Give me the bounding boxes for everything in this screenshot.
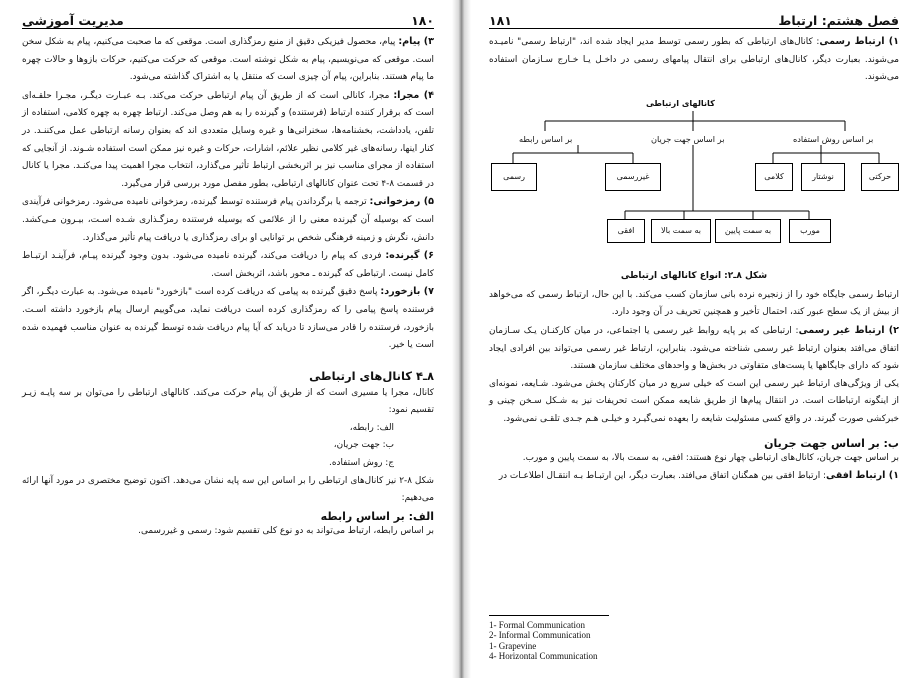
subsection-title: الف: بر اساس رابطه bbox=[320, 509, 434, 523]
section-intro: کانال، مجرا یا مسیری است که از طریق آن پیام حرکت می‌کند. کانالهای ارتباطی را می‌توان بر سه پایـه زیـر تقسیم نمود: bbox=[22, 387, 434, 416]
paragraph-text: : ارتباطی که بر پایه روابط غیر رسمی یا اجتماعی، در میان کارکنـان یـک سـازمان اتفاق می‌افتد بعنوان ارتباط غیر رسمی شناخته می‌شود. بنابراین، ارتباط غیر رسمی می‌تواند بین افرادی ایجاد شود که دارای جایگاهها یا پست‌های متفاوتی در بخش‌ها و واحدهای مختلف سازمان هستند. bbox=[489, 325, 899, 372]
book-gutter bbox=[452, 0, 471, 678]
footnote-item: 1- Formal Communication bbox=[489, 619, 585, 630]
paragraph-feedback bbox=[22, 283, 434, 354]
figure-caption: شکل ۸ـ۲: انواع کانالهای ارتباطی bbox=[620, 270, 768, 281]
paragraph-channel bbox=[22, 87, 434, 194]
footnote-rule bbox=[489, 615, 609, 616]
left-page-number: ۱۸۰ bbox=[411, 13, 434, 28]
node-horizontal: افقی bbox=[607, 219, 645, 243]
paragraph-decoding bbox=[22, 193, 434, 247]
term-receiver: ۶) گیرنده: bbox=[385, 250, 434, 262]
diagram-branch-method: بر اساس روش استفاده bbox=[793, 133, 874, 144]
term-horizontal: ۱) ارتباط افقی bbox=[825, 470, 899, 482]
left-page bbox=[0, 0, 452, 678]
paragraph-text: ترجمه یا برگرداندن پیام فرستنده توسط گیرنده، رمزخوانی نامیده می‌شود. رمزخوانی فرآیندی است که بوسیله آن گیرنده معنی را از علائمی که بوسیله فرستنده رمزگـذاری شـده اسـت، بیـرون مـی‌کشد. دانش، نگرش و زمینه فرهنگی شخص بر توانایی او برای رمزگذاری یا دریافت پیام تأثیر می‌گذارد. bbox=[22, 197, 434, 243]
list-item: الف: رابطه، bbox=[349, 422, 394, 433]
channels-diagram bbox=[483, 91, 903, 269]
paragraph-text: فردی که پیام را دریافت می‌کند، گیرنده نامیده می‌شود. بدون وجود گیرنده پیـام، فرآینـد ارتبـاط کامل نیست. ارتباطی که گیرنده ـ محور باشد، اثربخش است. bbox=[22, 251, 434, 279]
node-written: نوشتار bbox=[801, 163, 845, 191]
paragraph-receiver bbox=[22, 247, 434, 283]
figure-note: شکل ۸-۲ نیز کانال‌های ارتباطی را بر اساس این سه پایه نشان می‌دهد. اکنون توضیح مختصری در مورد آنها ارائه می‌دهیم: bbox=[22, 475, 434, 504]
left-running-title: مدیریت آموزشی bbox=[22, 13, 124, 28]
paragraph-text: : کانال‌های ارتباطی که بطور رسمی توسط مدیر ایجاد شده اند، "ارتباط رسمی" نامیـده می‌شوند. بعبارت دیگر، کانال‌های ارتباطی برای انتقال پیامهای رسمی در داخـل یـا خـارج سـازمان استفاده می‌شوند. bbox=[489, 37, 899, 83]
node-formal: رسمی bbox=[491, 163, 537, 191]
node-gesture: حرکتی bbox=[861, 163, 899, 191]
section-title: ۸ـ۴ کانال‌های ارتباطی bbox=[309, 368, 434, 383]
term-formal: ۱) ارتباط رسمی bbox=[819, 36, 899, 47]
node-downward: به سمت پایین bbox=[715, 219, 781, 243]
bases-list bbox=[22, 420, 434, 473]
subsection-title-direction: ب: بر اساس جهت جریان bbox=[764, 436, 899, 450]
paragraph-text: پیام، محصول فیزیکی دقیق از منبع رمزگذاری است. موقعی که ما صحبت می‌کنیم، پیام به شکل سخن است. موقعی که می‌نویسیم، پیام به شکل نوشته است. موقعی که حرکت می‌کنیم، حرکات بازوها و حالات چهره ما پیام هستند. بنابراین، پیام آن چیزی است که منتقل یا به اشتراک گذاشته می‌شود. bbox=[22, 37, 434, 83]
term-feedback: ۷) بازخورد: bbox=[380, 286, 434, 298]
term-channel: ۴) مجرا: bbox=[393, 89, 435, 101]
paragraph-text: پاسخ دقیق گیرنده به پیامی که دریافت کرده است "بازخورد" نامیده می‌شود. به عبارت دیگـر، اگر فرستنده پاسخ پیامی را که رمزگذاری کرده است دریافت نماید، می‌گوییم ارسال پیام بازخورد داشته اسـت. بازخورد، فرستنده را قادر می‌سازد تا دریابد که آیا پیام دریافت شده توسط گیرنده به عنوان مناسب فهمیده شده است یا خیر. bbox=[22, 287, 434, 351]
term-decoding: ۵) رمزخوانی: bbox=[369, 196, 434, 208]
node-verbal: کلامی bbox=[755, 163, 793, 191]
node-diagonal: مورب bbox=[789, 219, 831, 243]
footnote-item: 2- Informal Communication bbox=[489, 630, 591, 641]
term-message: ۳) پیام: bbox=[398, 36, 435, 47]
node-informal: غیررسمی bbox=[605, 163, 661, 191]
paragraph-grapevine: یکی از ویژگی‌های ارتباط غیر رسمی این است که خیلی سریع در میان کارکنان پخش می‌شود. شـایعه، نمونه‌ای از اینگونه ارتباطات است. در انتقال پیام‌ها از طریق شایعه ممکن است تحریفات نیز به شـکل سـخن چینی و خبرکشی صورت گیرند. در واقع کسی مسئولیت شایعه را بعهده نمی‌گیـرد و خیلـی هـم جـدی تلقـی نمی‌شود. bbox=[489, 378, 899, 424]
paragraph-informal bbox=[489, 322, 899, 376]
paragraph-formal-cont: ارتباط رسمی جایگاه خود را از زنجیره نرده بانی سازمان کسب می‌کند. با این حال، ارتباط رسمی که می‌خواهد از بیش از یک سطح عبور کند، احتمال تأخیر و همچنین تحریف در آن وجود دارد. bbox=[489, 289, 899, 318]
diagram-root: کانالهای ارتباطی bbox=[646, 97, 715, 108]
right-page-header bbox=[489, 6, 899, 29]
right-page-number: ۱۸۱ bbox=[489, 13, 512, 28]
node-upward: به سمت بالا bbox=[651, 219, 711, 243]
right-page bbox=[471, 0, 923, 678]
paragraph-formal bbox=[489, 33, 899, 87]
footnotes bbox=[489, 615, 689, 662]
paragraph-text: مجرا، کانالی است که از طریق آن پیام ارتباطی حرکت می‌کند. بـه عبـارت دیگـر، مجـرا حلقـه‌ای است که برقرار کننده ارتباط (فرستنده) و گیرنده را به هم وصل می‌کند. ارتباط چهره به چهره کلامی، استفاده از تلفن، یادداشت، بخشنامه‌ها، سخنرانی‌ها و غیره وسایل متعددی اند که بعنوان رسانه ارتباطی عمل می‌کننـد. در کنار اینها، رسانه‌های غیر کلامی نظیر علائم، اشارات، حرکات و غیره نیز ممکن است استفاده شـوند. از آنجایی که استفاده از مجرای مناسب نیز بر اثربخشی ارتباط تأثیر می‌گذارد، انتخاب مجرا اهمیت پیدا می‌کنـد. مجرا یا کانال در قسمت ۸-۴ تحت عنوان کانالهای ارتباطی، بطور مفصل مورد بررسی قرار می‌گیرد. bbox=[22, 90, 434, 189]
footnote-item: 4- Horizontal Communication bbox=[489, 651, 598, 662]
left-page-header bbox=[22, 6, 434, 29]
paragraph-horizontal bbox=[489, 467, 899, 486]
diagram-branch-relation: بر اساس رابطه bbox=[519, 133, 573, 144]
term-informal: ۲) ارتباط غیر رسمی bbox=[798, 324, 899, 336]
footnote-item: 1- Grapevine bbox=[489, 640, 537, 651]
paragraph-message bbox=[22, 33, 434, 87]
paragraph-text: : ارتباط افقی بین همگنان اتفاق می‌افتد. بعبارت دیگر، این ارتبـاط بـه انتقـال اطلاعـات در bbox=[498, 471, 826, 482]
subsection-text: بر اساس رابطه، ارتباط می‌تواند به دو نوع کلی تقسیم شود: رسمی و غیررسمی. bbox=[138, 525, 434, 536]
list-item: ج: روش استفاده. bbox=[329, 458, 394, 469]
paragraph-direction: بر اساس جهت جریان، کانال‌های ارتباطی چهار نوع هستند: افقی، به سمت بالا، به سمت پایین و مورب. bbox=[522, 452, 899, 463]
diagram-branch-direction: بر اساس جهت جریان bbox=[651, 133, 725, 144]
list-item: ب: جهت جریان، bbox=[333, 440, 394, 451]
right-running-title: فصل هشتم: ارتباط bbox=[778, 13, 899, 28]
